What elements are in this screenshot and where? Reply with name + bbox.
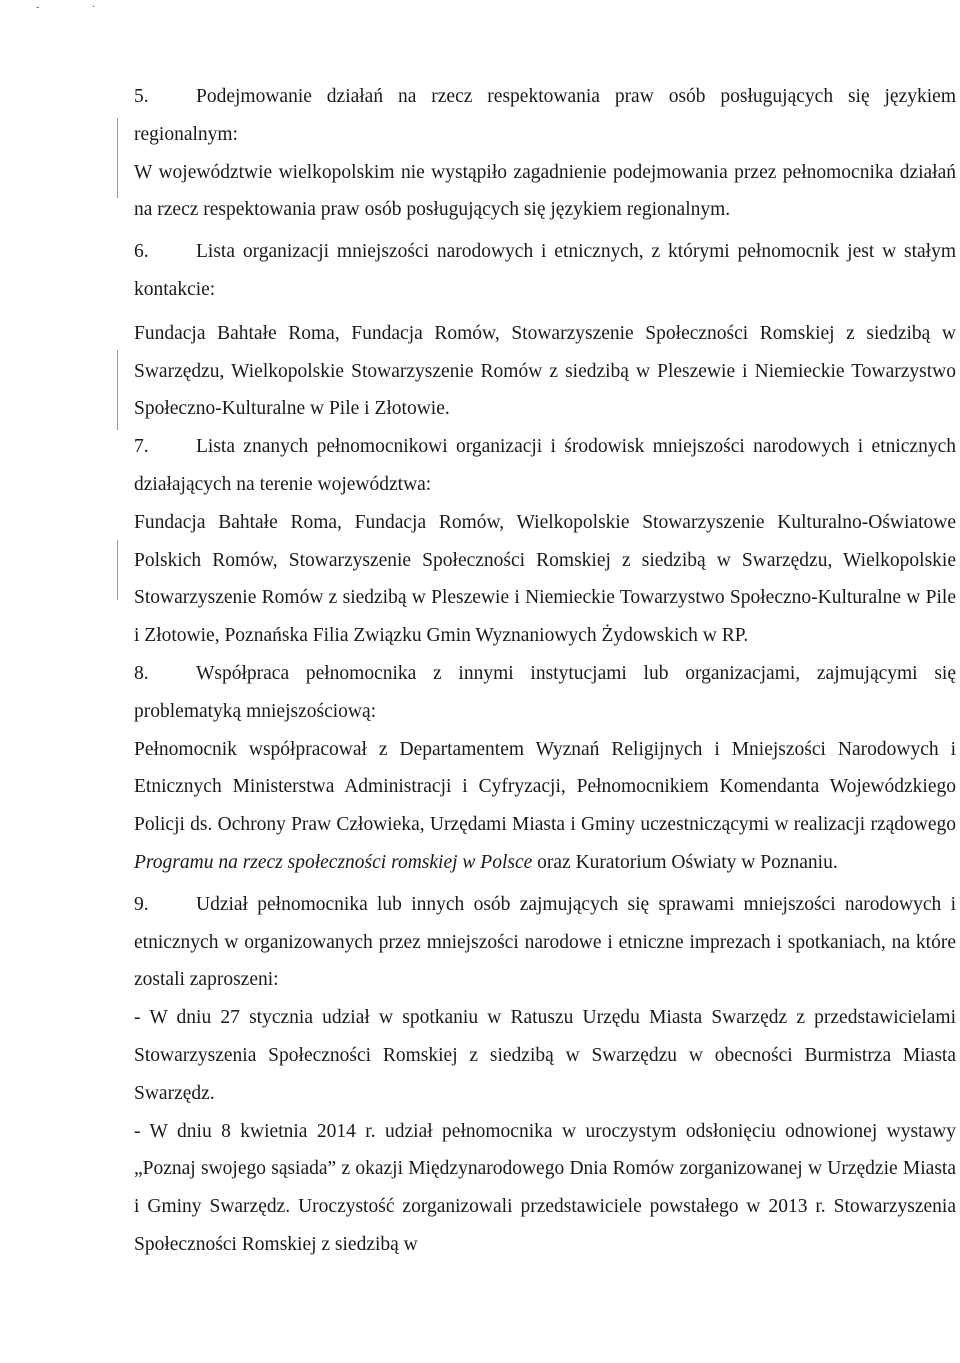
section-heading [134, 233, 956, 309]
scan-artifact: · [92, 2, 96, 13]
section-body: W województwie wielkopolskim nie wystąpiło zagadnienie podejmowania przez pełnomocnika działań na rzecz respektowania praw osób posługujących się językiem regionalnym. [134, 161, 956, 221]
section-body: Fundacja Bahtałe Roma, Fundacja Romów, Wielkopolskie Stowarzyszenie Kulturalno-Oświatowe Polskich Romów, Stowarzyszenie Społeczności Romskiej z siedzibą w Swarzędzu, Wielkopolskie Stowarzyszenie Romów z siedzibą w Pleszewie i Niemieckie Towarzystwo Społeczno-Kulturalne w Pile i Złotowie, Poznańska Filia Związku Gmin Wyznaniowych Żydowskich w RP. [134, 511, 956, 647]
section-heading [134, 78, 956, 154]
section-9 [134, 886, 956, 1264]
scan-artifact: - [36, 2, 40, 13]
section-5 [134, 78, 956, 229]
section-title: Współpraca pełnomocnika z innymi instytucjami lub organizacjami, zajmującymi się problematyką mniejszościową: [134, 662, 956, 722]
section-number: 5. [134, 86, 149, 107]
section-number: 7. [134, 436, 149, 458]
section-body [134, 731, 956, 882]
section-body: Fundacja Bahtałe Roma, Fundacja Romów, Stowarzyszenie Społeczności Romskiej z siedzibą w Swarzędzu, Wielkopolskie Stowarzyszenie Romów z siedzibą w Pleszewie i Niemieckie Towarzystwo Społeczno-Kulturalne w Pile i Złotowie. [134, 322, 956, 420]
section-title: Lista znanych pełnomocnikowi organizacji i środowisk mniejszości narodowych i etnicznych działających na terenie województwa: [134, 436, 956, 495]
event-entry: - W dniu 27 stycznia udział w spotkaniu w Ratuszu Urzędu Miasta Swarzędz z przedstawicielami Stowarzyszenia Społeczności Romskiej z siedzibą w Swarzędzu w obecności Burmistrza Miasta Swarzędz. [134, 1007, 956, 1104]
document-body [134, 78, 956, 1264]
scan-margin-line [117, 118, 118, 198]
section-heading [134, 886, 956, 999]
body-text: oraz Kuratorium Oświaty w Poznaniu. [537, 851, 838, 873]
section-title: Lista organizacji mniejszości narodowych i etnicznych, z którymi pełnomocnik jest w stałym kontakcie: [134, 241, 956, 300]
section-7 [134, 428, 956, 655]
scan-margin-line [117, 350, 118, 430]
section-title: Udział pełnomocnika lub innych osób zajmujących się sprawami mniejszości narodowych i etnicznych w organizowanych przez mniejszości narodowe i etniczne imprezach i spotkaniach, na które zostali zaproszeni: [134, 893, 956, 991]
section-number: 9. [134, 893, 149, 915]
event-entry: - W dniu 8 kwietnia 2014 r. udział pełnomocnika w uroczystym odsłonięciu odnowionej wystawy „Poznaj swojego sąsiada” z okazji Międzynarodowego Dnia Romów zorganizowanej w Urzędzie Miasta i Gminy Swarzędz. Uroczystość zorganizowali przedstawiciele powstałego w 2013 r. Stowarzyszenia Społeczności Romskiej z siedzibą w [134, 1120, 956, 1255]
scan-margin-line [117, 540, 118, 600]
section-8 [134, 655, 956, 882]
section-number: 6. [134, 241, 149, 263]
body-text: Pełnomocnik współpracował z Departamentem Wyznań Religijnych i Mniejszości Narodowych i Etnicznych Ministerstwa Administracji i Cyfryzacji, Pełnomocnikiem Komendanta Wojewódzkiego Policji ds. Ochrony Praw Człowieka, Urzędami Miasta i Gminy uczestniczącymi w realizacji rządowego [134, 738, 956, 836]
section-heading [134, 655, 956, 731]
section-number: 8. [134, 662, 149, 684]
program-title: Programu na rzecz społeczności romskiej w Polsce [134, 851, 533, 873]
section-6 [134, 233, 956, 428]
section-title: Podejmowanie działań na rzecz respektowania praw osób posługujących się językiem regionalnym: [134, 86, 956, 145]
section-heading [134, 428, 956, 504]
